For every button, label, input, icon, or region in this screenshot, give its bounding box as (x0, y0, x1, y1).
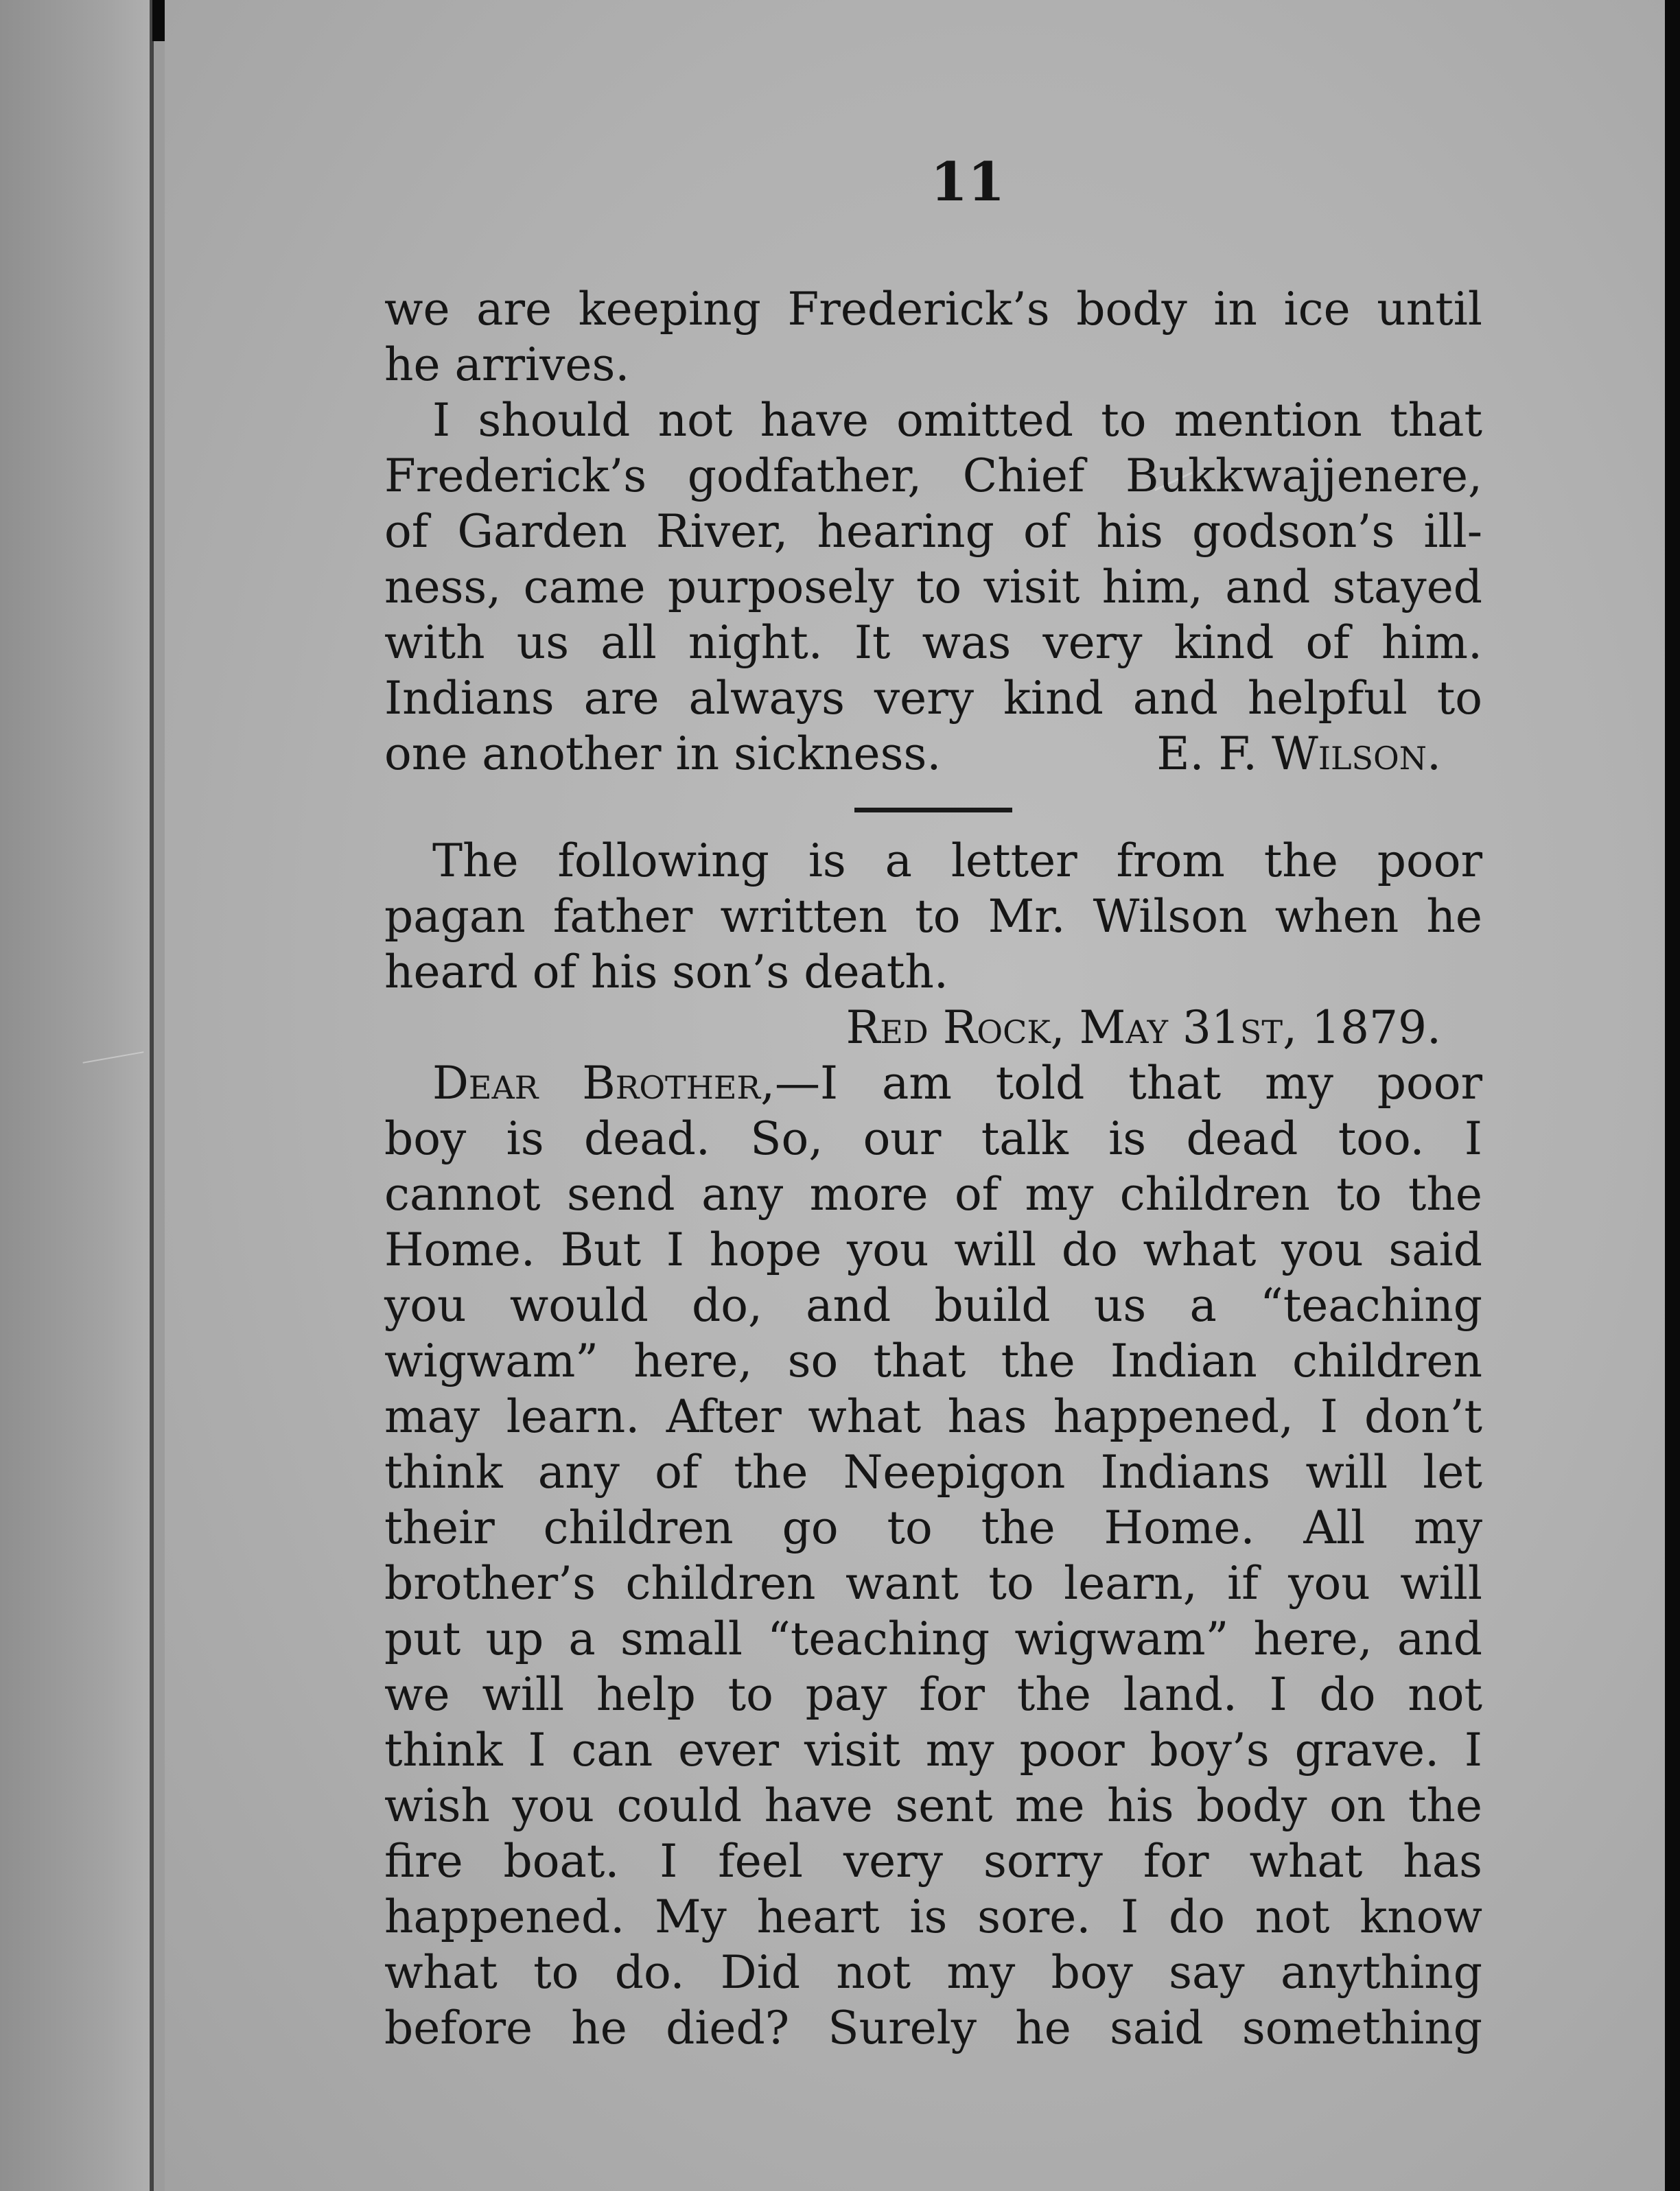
previous-page-edge (0, 0, 152, 2191)
page-gutter-line (150, 0, 154, 2191)
text-line: of Garden River, hearing of his godson’s ill- (384, 505, 1482, 558)
text-line: —I am told that my poor (775, 1057, 1482, 1110)
paragraph-continuation (384, 281, 1482, 392)
text-line: we will help to pay for the land. I do not (384, 1668, 1482, 1721)
text-line: he arrives. (384, 338, 630, 391)
text-line: think I can ever visit my poor boy’s grave. I (384, 1724, 1482, 1777)
text-line: boy is dead. So, our talk is dead too. I (384, 1112, 1482, 1165)
text-line: cannot send any more of my children to the (384, 1168, 1482, 1221)
text-line: I should not have omitted to mention that (432, 394, 1482, 447)
text-line: ness, came purposely to visit him, and stayed (384, 561, 1482, 613)
text-line: may learn. After what has happened, I don’t (384, 1390, 1482, 1443)
signature-line (384, 726, 1482, 782)
page-number: 11 (930, 151, 1005, 213)
text-line: with us all night. It was very kind of him. (384, 616, 1482, 669)
text-line: The following is a letter from the poor (432, 834, 1482, 887)
text-line: brother’s children want to learn, if you will (384, 1557, 1482, 1610)
letter-first-line (384, 1055, 1482, 1111)
dateline-text: Red Rock, May 31st, 1879. (845, 1001, 1441, 1054)
text-line: we are keeping Frederick’s body in ice until (384, 283, 1482, 336)
text-line: wish you could have sent me his body on the (384, 1779, 1482, 1832)
text-line: one another in sickness. (384, 727, 942, 780)
text-line: what to do. Did not my boy say anything (384, 1946, 1482, 1999)
text-line: think any of the Neepigon Indians will let (384, 1446, 1482, 1499)
letter-dateline (384, 1000, 1482, 1055)
paragraph-intro (384, 833, 1482, 1000)
text-line: Frederick’s godfather, Chief Bukkwajjenere, (384, 449, 1482, 502)
text-line: wigwam” here, so that the Indian children (384, 1335, 1482, 1387)
text-line: before he died? Surely he said something (384, 2002, 1482, 2054)
signature: E. F. Wilson. (1156, 727, 1441, 780)
text-line: Home. But I hope you will do what you said (384, 1223, 1482, 1276)
text-line: pagan father written to Mr. Wilson when he (384, 890, 1482, 943)
text-line: fire boat. I feel very sorry for what has (384, 1835, 1482, 1888)
paragraph-godfather (384, 392, 1482, 782)
section-divider (854, 808, 1012, 812)
page-text (384, 281, 1482, 2056)
text-line: put up a small “teaching wigwam” here, and (384, 1613, 1482, 1665)
text-line: their children go to the Home. All my (384, 1501, 1482, 1554)
text-line: Indians are always very kind and helpful to (384, 672, 1482, 725)
text-line: happened. My heart is sore. I do not know (384, 1890, 1482, 1943)
text-line: you would do, and build us a “teaching (384, 1279, 1482, 1332)
salutation: Dear Brother, (432, 1057, 775, 1110)
letter-body (384, 1055, 1482, 2056)
scan-right-edge (1665, 0, 1680, 2191)
text-line: heard of his son’s death. (384, 946, 948, 998)
